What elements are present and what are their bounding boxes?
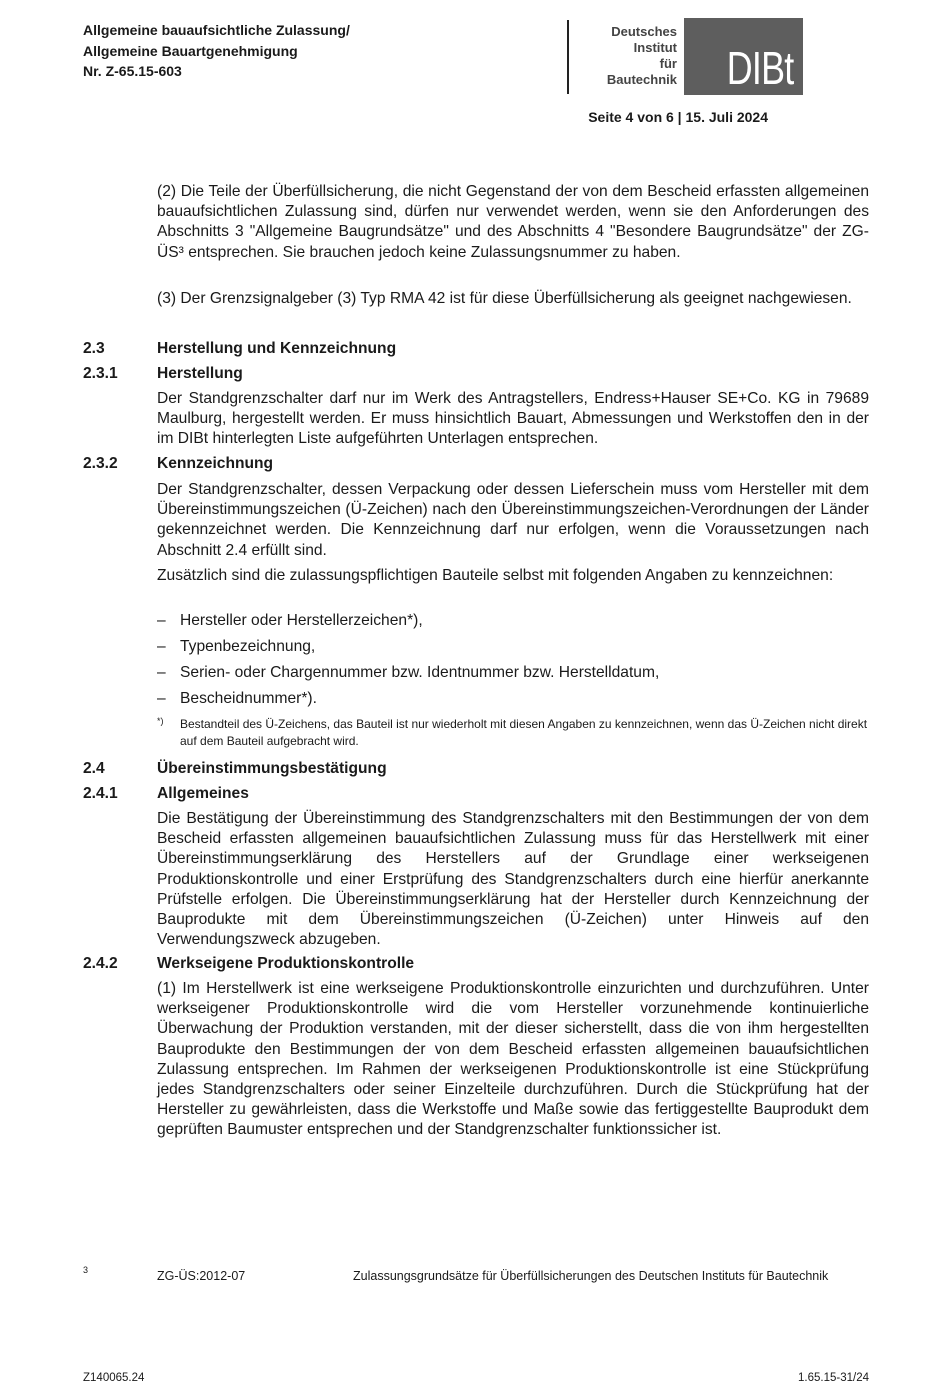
institute-line-3: für (659, 56, 677, 71)
section-text: Zusätzlich sind die zulassungspflichtigen Bauteile selbst mit folgenden Angaben zu kennzeichnen: (157, 567, 834, 584)
note-mark: *) (157, 716, 164, 726)
marking-list (157, 611, 869, 715)
section-2-4-2-text (157, 979, 869, 1141)
section-heading: Übereinstimmungsbestätigung (157, 760, 387, 777)
list-item (157, 637, 869, 663)
footer-left-code: Z140065.24 (83, 1372, 145, 1384)
document-title (83, 20, 350, 82)
list-item (157, 689, 869, 715)
footnote-code: ZG-ÜS:2012-07 (157, 1269, 246, 1283)
dibt-logo (684, 18, 803, 95)
section-2-3-2-text-2 (157, 566, 869, 586)
institute-line-1: Deutsches (611, 24, 677, 39)
section-text: Der Standgrenzschalter darf nur im Werk des Antragstellers, Endress+Hauser SE+Co. KG in 79689 Maulburg, hergestellt werden. Er muss hinsichtlich Bauart, Abmessungen und Werkstoffen den in der im DIBt hinterlegten Liste aufgeführten Unterlagen entsprechen. (157, 390, 869, 448)
page-info: Seite 4 von 6 | 15. Juli 2024 (588, 109, 768, 125)
section-heading: Kennzeichnung (157, 455, 274, 472)
section-text: Der Standgrenzschalter, dessen Verpackung oder dessen Lieferschein muss vom Hersteller mit dem Übereinstimmungszeichen (Ü-Zeichen) nach den Übereinstimmungszeichen-Verordnungen der Länder gekennzeichnet werden. Die Kennzeichnung darf nur erfolgen, wenn die Voraussetzungen nach Abschnitt 2.4 erfüllt sind. (157, 481, 869, 559)
section-heading: Herstellung (157, 365, 243, 382)
section-number: 2.4 (83, 760, 105, 777)
section-2-3-1-text (157, 389, 869, 450)
section-heading: Herstellung und Kennzeichnung (157, 340, 397, 357)
institute-name (575, 24, 677, 88)
list-item (157, 611, 869, 637)
section-heading: Allgemeines (157, 785, 249, 802)
paragraph-3 (157, 289, 869, 309)
section-2-4-1-text (157, 809, 869, 950)
section-text: Die Bestätigung der Übereinstimmung des Standgrenzschalters mit den Bestimmungen der von dem Bescheid erfassten allgemeinen bauaufsichtlichen Zulassung muss für das Herstellwerk mit einer Übereinstimmungserklärung des Herstellers auf der Grundlage einer werkseigenen Produktionskontrolle und einer Erstprüfung des Standgrenzschalters durch eine hierfür anerkannte Prüfstelle erfolgen. Die Übereinstimmungserklärung hat der Hersteller durch Kennzeichnung der Bauprodukte mit dem Übereinstimmungszeichen (Ü-Zeichen) unter Hinweis auf den Verwendungszweck abzugeben. (157, 810, 869, 949)
title-line-2: Allgemeine Bauartgenehmigung (83, 42, 298, 59)
dash-icon: – (157, 638, 166, 655)
dash-icon: – (157, 664, 166, 681)
header-divider (567, 20, 569, 94)
footnote-mark (83, 1266, 88, 1282)
list-item-text: Bescheidnummer*). (180, 690, 317, 707)
section-number: 2.4.1 (83, 785, 118, 802)
section-heading: Werkseigene Produktionskontrolle (157, 955, 415, 972)
list-item (157, 663, 869, 689)
marking-note (157, 716, 869, 752)
section-number: 2.4.2 (83, 955, 118, 972)
paragraph-2 (157, 182, 869, 263)
dash-icon: – (157, 612, 166, 629)
title-line-3: Nr. Z-65.15-603 (83, 63, 182, 79)
list-item-text: Hersteller oder Herstellerzeichen*), (180, 612, 423, 629)
section-number: 2.3 (83, 340, 105, 357)
logo-text: DIBt (726, 42, 793, 94)
section-text: (1) Im Herstellwerk ist eine werkseigene Produktionskontrolle einzurichten und durchzuführen. Unter werkseigener Produktionskontrolle wird die vom Hersteller vorzunehmende kontinuierliche Überwachung der Produktion verstanden, mit der dieser sicherstellt, dass die von ihm hergestellten Bauprodukte den Bestimmungen der von dem Bescheid erfassten allgemeinen bauaufsichtlichen Zulassung entsprechen. Im Rahmen der werkseigenen Produktionskontrolle ist eine Stückprüfung jedes Standgrenzschalters oder seiner Einzelteile durchzuführen. Durch die Stückprüfung hat der Hersteller zu gewährleisten, dass die Werkstoffe und Maße sowie das fertiggestellte Bauprodukt dem geprüften Baumuster entsprechen und der Standgrenzschalter funktionssicher ist. (157, 980, 869, 1139)
note-text: Bestandteil des Ü-Zeichens, das Bauteil ist nur wiederholt mit diesen Angaben zu kennzeichnen, wenn das Ü-Zeichen nicht direkt auf dem Bauteil aufgebracht wird. (180, 717, 868, 748)
footnote-number: 3 (83, 1265, 89, 1275)
section-2-3-2-text-1 (157, 480, 869, 561)
section-number: 2.3.1 (83, 365, 118, 382)
dash-icon: – (157, 690, 166, 707)
institute-line-2: Institut (633, 40, 677, 55)
footer-right-code: 1.65.15-31/24 (798, 1372, 869, 1384)
list-item-text: Serien- oder Chargennummer bzw. Identnummer bzw. Herstelldatum, (180, 664, 660, 681)
paragraph-2-text: (2) Die Teile der Überfüllsicherung, die nicht Gegenstand der von dem Bescheid erfassten allgemeinen bauaufsichtlichen Zulassung sind, dürfen nur verwendet werden, wenn sie den Anforderungen des Abschnitts 3 "Allgemeine Baugrundsätze" und des Abschnitts 4 "Besondere Baugrundsätze" der ZG-ÜS³ entsprechen. Sie brauchen jedoch keine Zulassungsnummer zu haben. (157, 183, 869, 261)
institute-line-4: Bautechnik (606, 72, 677, 87)
section-number: 2.3.2 (83, 455, 118, 472)
footnote-text: Zulassungsgrundsätze für Überfüllsicherungen des Deutschen Instituts für Bautechnik (353, 1269, 829, 1283)
list-item-text: Typenbezeichnung, (180, 638, 316, 655)
paragraph-3-text: (3) Der Grenzsignalgeber (3) Typ RMA 42 ist für diese Überfüllsicherung als geeignet nachgewiesen. (157, 290, 852, 307)
title-line-1: Allgemeine bauaufsichtliche Zulassung/ (83, 22, 350, 38)
